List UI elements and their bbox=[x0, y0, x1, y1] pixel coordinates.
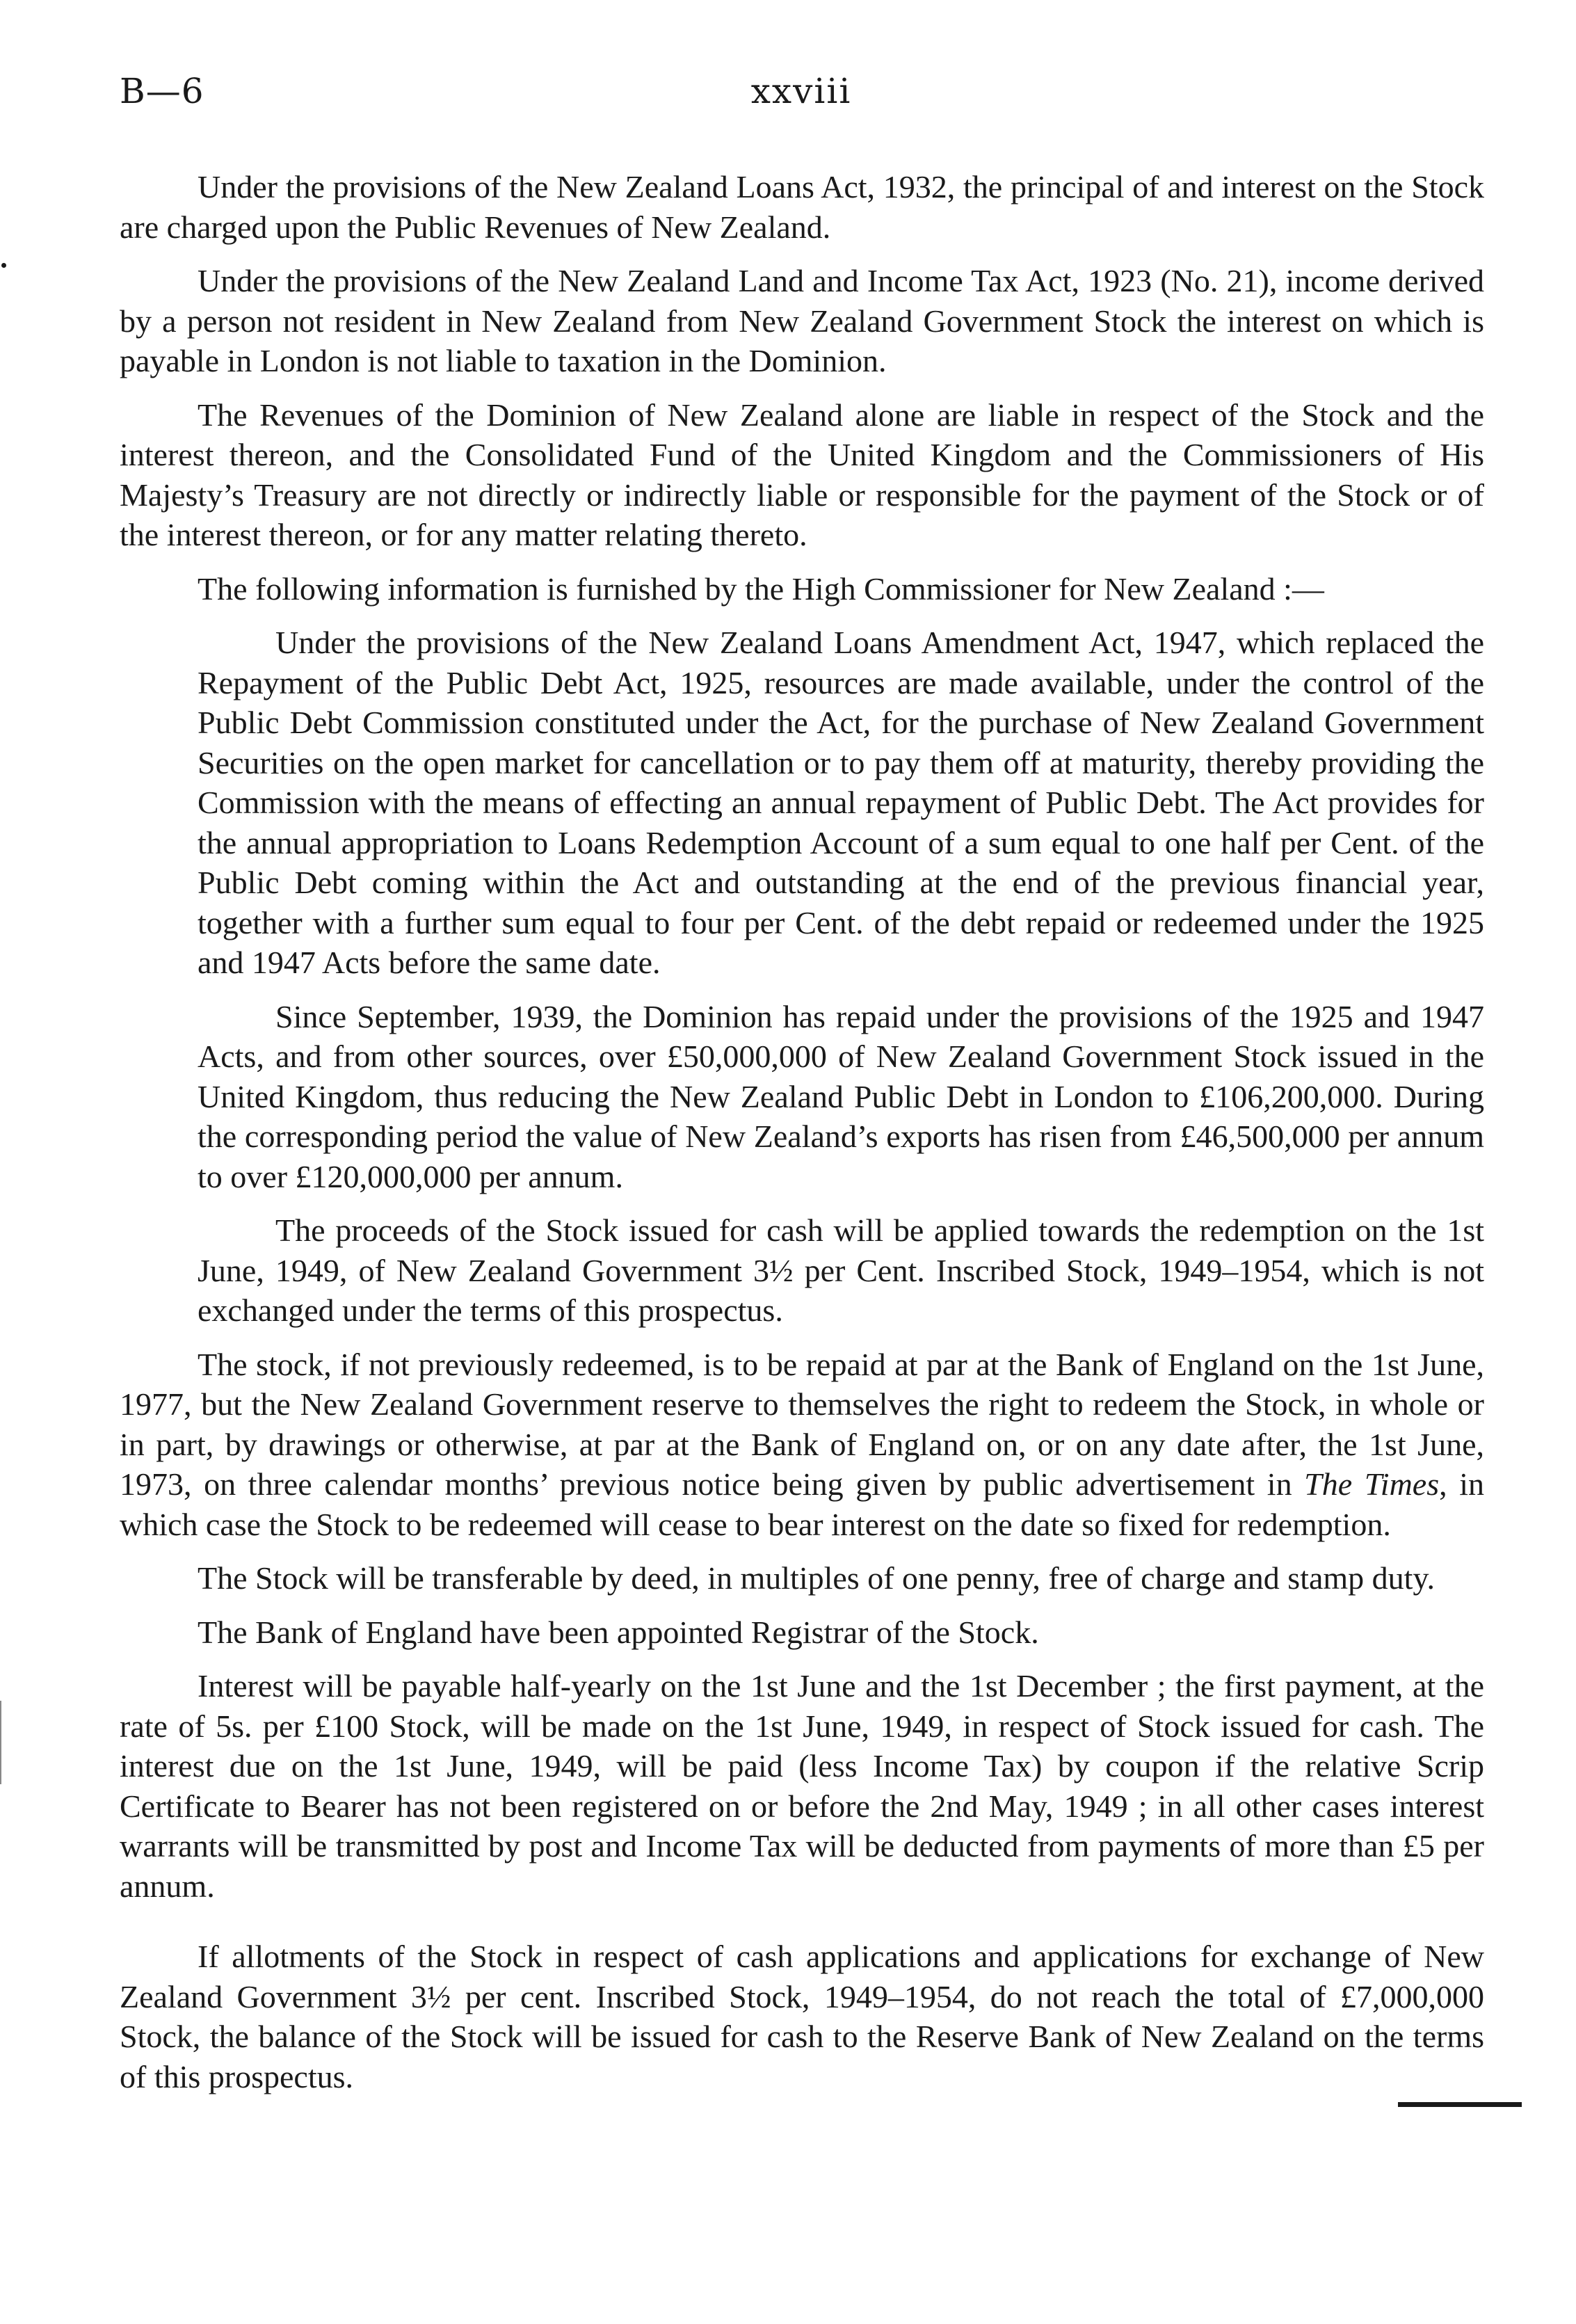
redemption-text-after: , in which case the Stock to be redeemed will cease to bear interest on the date so fixed for redemption. bbox=[120, 1466, 1484, 1542]
margin-line bbox=[0, 1701, 1, 1784]
paragraph-loans-act: Under the provisions of the New Zealand Loans Act, 1932, the principal of and interest on the Stock are charged upon the Public Revenues of New Zealand. bbox=[120, 169, 1484, 245]
newspaper-title: The Times bbox=[1304, 1466, 1440, 1502]
margin-dot bbox=[1, 263, 6, 268]
paragraph-high-commissioner: The following information is furnished by the High Commissioner for New Zealand :— bbox=[198, 570, 1324, 607]
paragraph-tax-act: Under the provisions of the New Zealand Land and Income Tax Act, 1923 (No. 21), income derived by a person not resident in New Zealand from New Zealand Government Stock the interest on which is payable in London is not liable to taxation in the Dominion. bbox=[120, 263, 1484, 378]
page-folio: xxviii bbox=[750, 71, 852, 111]
paragraph-loans-amendment-act: Under the provisions of the New Zealand Loans Amendment Act, 1947, which replaced the Repayment of the Public Debt Act, 1925, resources are made available, under the control of the Public Debt Commission constituted under the Act, for the purchase of New Zealand Government Securities on the open market for cancellation or to pay them off at maturity, thereby providing the Commission with the means of effecting an annual repayment of Public Debt. The Act provides for the annual appropriation to Loans Redemption Account of a sum equal to one half per Cent. of the Public Debt coming within the Act and outstanding at the end of the previous financial year, together with a further sum equal to four per Cent. of the debt repaid or redeemed under the 1925 and 1947 Acts before the same date. bbox=[198, 625, 1484, 980]
paragraph-revenues-liability: The Revenues of the Dominion of New Zealand alone are liable in respect of the Stock and the interest thereon, and the Consolidated Fund of the United Kingdom and the Commissioners of His Majesty’s Treasury are not directly or indirectly liable or responsible for the payment of the Stock or of the interest thereon, or for any matter relating thereto. bbox=[120, 396, 1484, 552]
redemption-text-before: The stock, if not previously redeemed, is to be repaid at par at the Bank of England on the 1st June, 1977, but the New Zealand Government reserve to themselves the right to redeem the Stock, in whole or in part, by drawings or otherwise, at par at the Bank of England on, or on any date after, the 1st June, 1973, on three calendar months’ previous notice being given by public advertisement in bbox=[120, 1346, 1484, 1502]
paragraph-allotments: If allotments of the Stock in respect of cash applications and applications for exchange of New Zealand Government 3½ per cent. Inscribed Stock, 1949–1954, do not reach the total of £7,000,000 Stock, the balance of the Stock will be issued for cash to the Reserve Bank of New Zealand on the terms of this prospectus. bbox=[120, 1939, 1484, 2094]
page-header bbox=[120, 71, 1483, 120]
section-rule bbox=[1398, 2102, 1522, 2107]
body-text bbox=[120, 167, 1484, 2110]
document-code: B—6 bbox=[120, 71, 204, 111]
paragraph-interest: Interest will be payable half-yearly on the 1st June and the 1st December ; the first payment, at the rate of 5s. per £100 Stock, will be made on the 1st June, 1949, in respect of Stock issued for cash. The interest due on the 1st June, 1949, will be paid (less Income Tax) by coupon if the relative Scrip Certificate to Bearer has not been registered on or before the 2nd May, 1949 ; in all other cases interest warrants will be transmitted by post and Income Tax will be deducted from payments of more than £5 per annum. bbox=[120, 1668, 1484, 1904]
paragraph-proceeds: The proceeds of the Stock issued for cash will be applied towards the redemption on the 1st June, 1949, of New Zealand Government 3½ per Cent. Inscribed Stock, 1949–1954, which is not exchanged under the terms of this prospectus. bbox=[198, 1212, 1484, 1328]
paragraph-registrar: The Bank of England have been appointed Registrar of the Stock. bbox=[198, 1614, 1039, 1650]
paragraph-redemption bbox=[120, 1345, 1484, 1545]
paragraph-transfer: The Stock will be transferable by deed, in multiples of one penny, free of charge and stamp duty. bbox=[198, 1560, 1435, 1596]
high-commissioner-statement bbox=[198, 623, 1484, 1331]
paragraph-debt-repaid: Since September, 1939, the Dominion has repaid under the provisions of the 1925 and 1947 Acts, and from other sources, over £50,000,000 of New Zealand Government Stock issued in the United Kingdom, thus reducing the New Zealand Public Debt in London to £106,200,000. During the corresponding period the value of New Zealand’s exports has risen from £46,500,000 per annum to over £120,000,000 per annum. bbox=[198, 998, 1484, 1194]
